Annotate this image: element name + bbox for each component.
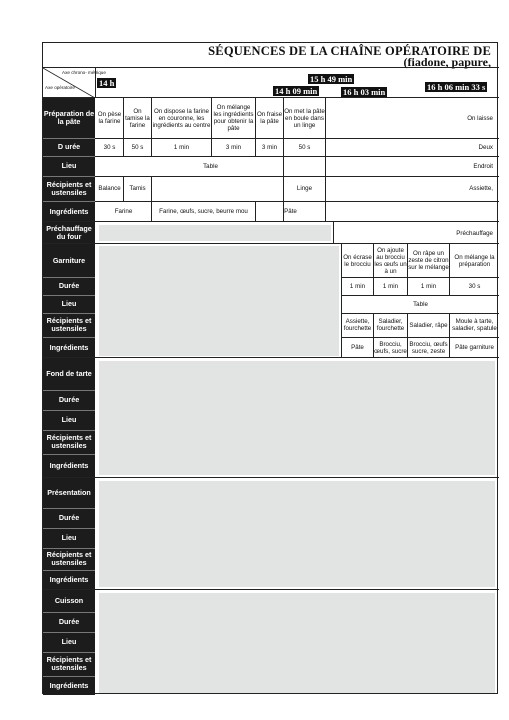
operation-cell: On met la pâte en boule dans un linge: [284, 107, 325, 129]
duration-cell: 50 s: [131, 143, 144, 151]
section-prechauffage: [43, 221, 499, 243]
duration-cell: 1 min: [420, 282, 437, 290]
operator-axis-label: Axe opératoire: [45, 85, 75, 90]
row-label-recipients: Récipients et ustensiles: [46, 316, 92, 333]
row-label-ingredients: Ingrédients: [49, 342, 89, 352]
section-presentation: [43, 477, 499, 589]
tool-cell: Assiette,: [469, 185, 493, 192]
section-cuisson: [43, 589, 499, 695]
row-label-duree: D urée: [57, 142, 81, 151]
section-garniture: [43, 243, 499, 357]
time-marker: 15 h 49 min: [310, 74, 353, 84]
row-label-duree: Durée: [58, 395, 80, 404]
row-label-recipients: Récipients et ustensiles: [46, 655, 92, 672]
duration-cell: 1 min: [173, 143, 190, 151]
row-label-ingredients: Ingrédients: [49, 681, 89, 690]
time-marker: 16 h 06 min 33 s: [427, 82, 486, 92]
time-marker: 14 h: [99, 78, 115, 88]
operational-chain-sheet: [42, 42, 498, 694]
sheet-title: SÉQUENCES DE LA CHAÎNE OPÉRATOIRE DE: [208, 44, 491, 58]
row-label-ingredients: Ingrédients: [49, 461, 89, 470]
operation-cell: On fraise la pâte: [256, 111, 283, 125]
operation-cell: On mélange les ingrédients pour obtenir la pâte: [213, 104, 254, 132]
place-cell: Endroit: [473, 162, 493, 170]
duration-cell: 50 s: [298, 143, 311, 151]
ingredient-cell: Farine, œufs, sucre, beurre mou: [159, 208, 248, 215]
duration-cell: 3 min: [261, 143, 278, 151]
row-label-lieu: Lieu: [61, 637, 77, 646]
row-label-lieu: Lieu: [61, 299, 77, 308]
ingredient-cell: Pâte: [351, 344, 364, 351]
preheat-cell: Préchauffage: [456, 229, 493, 237]
row-label-recipients: Récipients et ustensiles: [46, 550, 92, 567]
operation-cell: On tamise la farine: [125, 107, 150, 129]
operation-cell: On écrase le brocciu: [343, 253, 372, 268]
row-label-duree: Durée: [58, 281, 80, 290]
tool-cell: Balance: [98, 185, 121, 192]
ingredient-cell: Brocciu, œufs, sucre: [374, 340, 407, 355]
tool-cell: Linge: [296, 185, 313, 192]
tool-cell: Saladier, râpe: [409, 321, 448, 329]
section-fond-de-tarte: [43, 357, 499, 477]
row-label-recipients: Récipients et ustensiles: [46, 179, 92, 197]
section-header-preparation: Préparation de la pâte: [43, 109, 95, 126]
duration-cell: 30 s: [468, 282, 481, 290]
time-marker: 14 h 09 min: [275, 86, 318, 96]
place-cell: Table: [203, 162, 218, 170]
section-header-prechauffage: Préchauffage du four: [46, 224, 92, 241]
tool-cell: Saladier, fourchette: [376, 318, 405, 332]
section-header-fond: Fond de tarte: [46, 369, 92, 378]
operation-cell: On mélange la préparation: [454, 253, 495, 268]
section-preparation: [43, 97, 499, 221]
row-label-recipients: Récipients et ustensiles: [46, 433, 92, 450]
row-label-ingredients: Ingrédients: [49, 206, 89, 216]
row-label-duree: Durée: [58, 617, 80, 626]
operation-cell: On laisse: [467, 114, 493, 122]
duration-cell: 1 min: [382, 282, 399, 290]
tool-cell: Moule à tarte, saladier, spatule: [452, 318, 497, 332]
operation-cell: On dispose la farine en couronne, les ingrédients au centre: [152, 107, 211, 129]
duration-cell: 3 min: [225, 143, 242, 151]
section-header-cuisson: Cuisson: [54, 596, 84, 605]
section-header-garniture: Garniture: [52, 255, 86, 265]
duration-cell: 1 min: [349, 282, 366, 290]
place-cell: Table: [413, 300, 428, 308]
duration-cell: 30 s: [103, 143, 116, 151]
row-label-duree: Durée: [58, 513, 80, 522]
operation-cell: On ajoute au brocciu les œufs un à un: [374, 246, 407, 275]
row-label-lieu: Lieu: [61, 533, 77, 542]
duration-cell: Deux: [478, 143, 493, 151]
chrono-axis-label: Axe chrono- métrique: [62, 70, 106, 75]
axis-legend-box: [43, 68, 106, 98]
time-axis-row: [43, 67, 499, 98]
time-marker: 16 h 03 min: [343, 87, 386, 97]
ingredient-cell: Pâte garniture: [455, 344, 494, 351]
operation-cell: On pèse la farine: [97, 111, 122, 125]
tool-cell: Assiette, fourchette: [343, 318, 372, 332]
operation-cell: On râpe un zeste de citron sur le mélange: [408, 250, 449, 271]
sheet-subtitle: (fiadone, papure,: [403, 55, 491, 69]
ingredient-cell: Brocciu, œufs sucre, zeste: [409, 340, 448, 355]
row-label-ingredients: Ingrédients: [49, 575, 89, 584]
ingredient-cell: Pâte: [284, 208, 297, 215]
row-label-lieu: Lieu: [61, 415, 77, 424]
ingredient-cell: Farine: [114, 208, 133, 215]
section-header-presentation: Présentation: [47, 488, 91, 497]
tool-cell: Tamis: [129, 185, 146, 192]
row-label-lieu: Lieu: [61, 161, 77, 170]
